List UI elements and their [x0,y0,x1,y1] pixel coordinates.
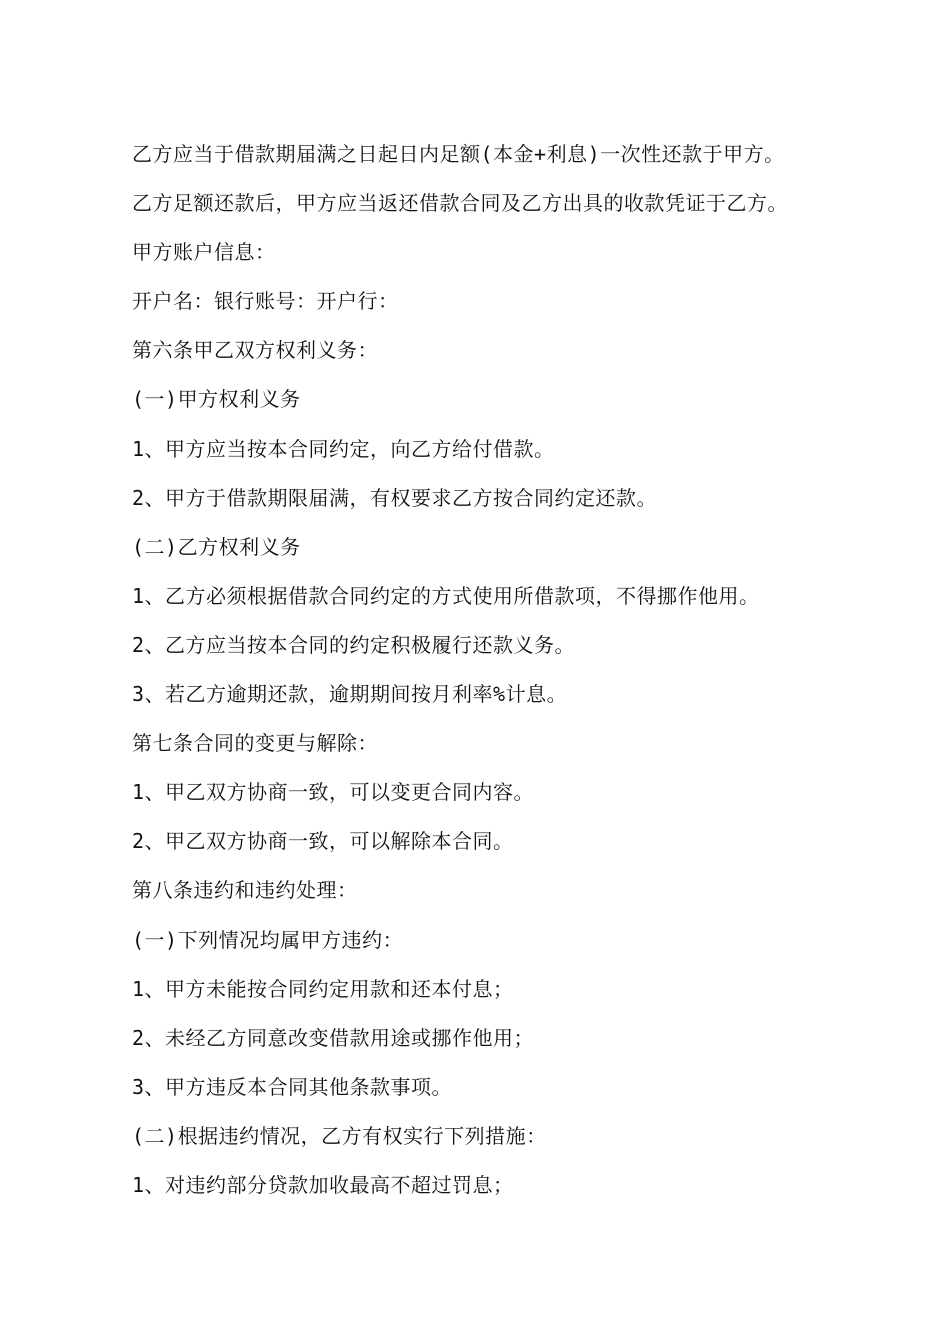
article-seven-item-1: 1、甲乙双方协商一致，可以变更合同内容。 [132,780,535,805]
party-b-item-2: 2、乙方应当按本合同的约定积极履行还款义务。 [132,632,576,657]
article-eight-heading: 第八条违约和违约处理： [132,878,358,903]
party-b-item-1: 1、乙方必须根据借款合同约定的方式使用所借款项，不得挪作他用。 [132,583,760,608]
repayment-clause-line: 乙方应当于借款期届满之日起日内足额(本金+利息)一次性还款于甲方。 [132,142,785,166]
account-info-heading: 甲方账户信息： [132,240,276,265]
account-fields-line: 开户名：银行账号：开户行： [132,289,399,314]
article-seven-item-2: 2、甲乙双方协商一致，可以解除本合同。 [132,829,514,854]
remedy-item-1: 1、对违约部分贷款加收最高不超过罚息； [132,1172,514,1197]
party-b-item-3: 3、若乙方逾期还款，逾期期间按月利率%计息。 [132,682,568,707]
return-documents-line: 乙方足额还款后，甲方应当返还借款合同及乙方出具的收款凭证于乙方。 [132,191,788,216]
party-a-item-2: 2、甲方于借款期限届满，有权要求乙方按合同约定还款。 [132,485,658,510]
remedies-heading: (二)根据违约情况，乙方有权实行下列措施： [132,1123,547,1148]
breach-case-3: 3、甲方违反本合同其他条款事项。 [132,1074,453,1099]
party-b-rights-heading: (二)乙方权利义务 [132,534,301,559]
article-six-heading: 第六条甲乙双方权利义务： [132,338,378,363]
breach-case-2: 2、未经乙方同意改变借款用途或挪作他用； [132,1025,535,1050]
document-body [132,142,912,1222]
breach-case-1: 1、甲方未能按合同约定用款和还本付息； [132,976,514,1001]
breach-cases-heading: (一)下列情况均属甲方违约： [132,927,404,952]
party-a-rights-heading: (一)甲方权利义务 [132,387,301,412]
article-seven-heading: 第七条合同的变更与解除： [132,731,378,756]
party-a-item-1: 1、甲方应当按本合同约定，向乙方给付借款。 [132,436,555,461]
